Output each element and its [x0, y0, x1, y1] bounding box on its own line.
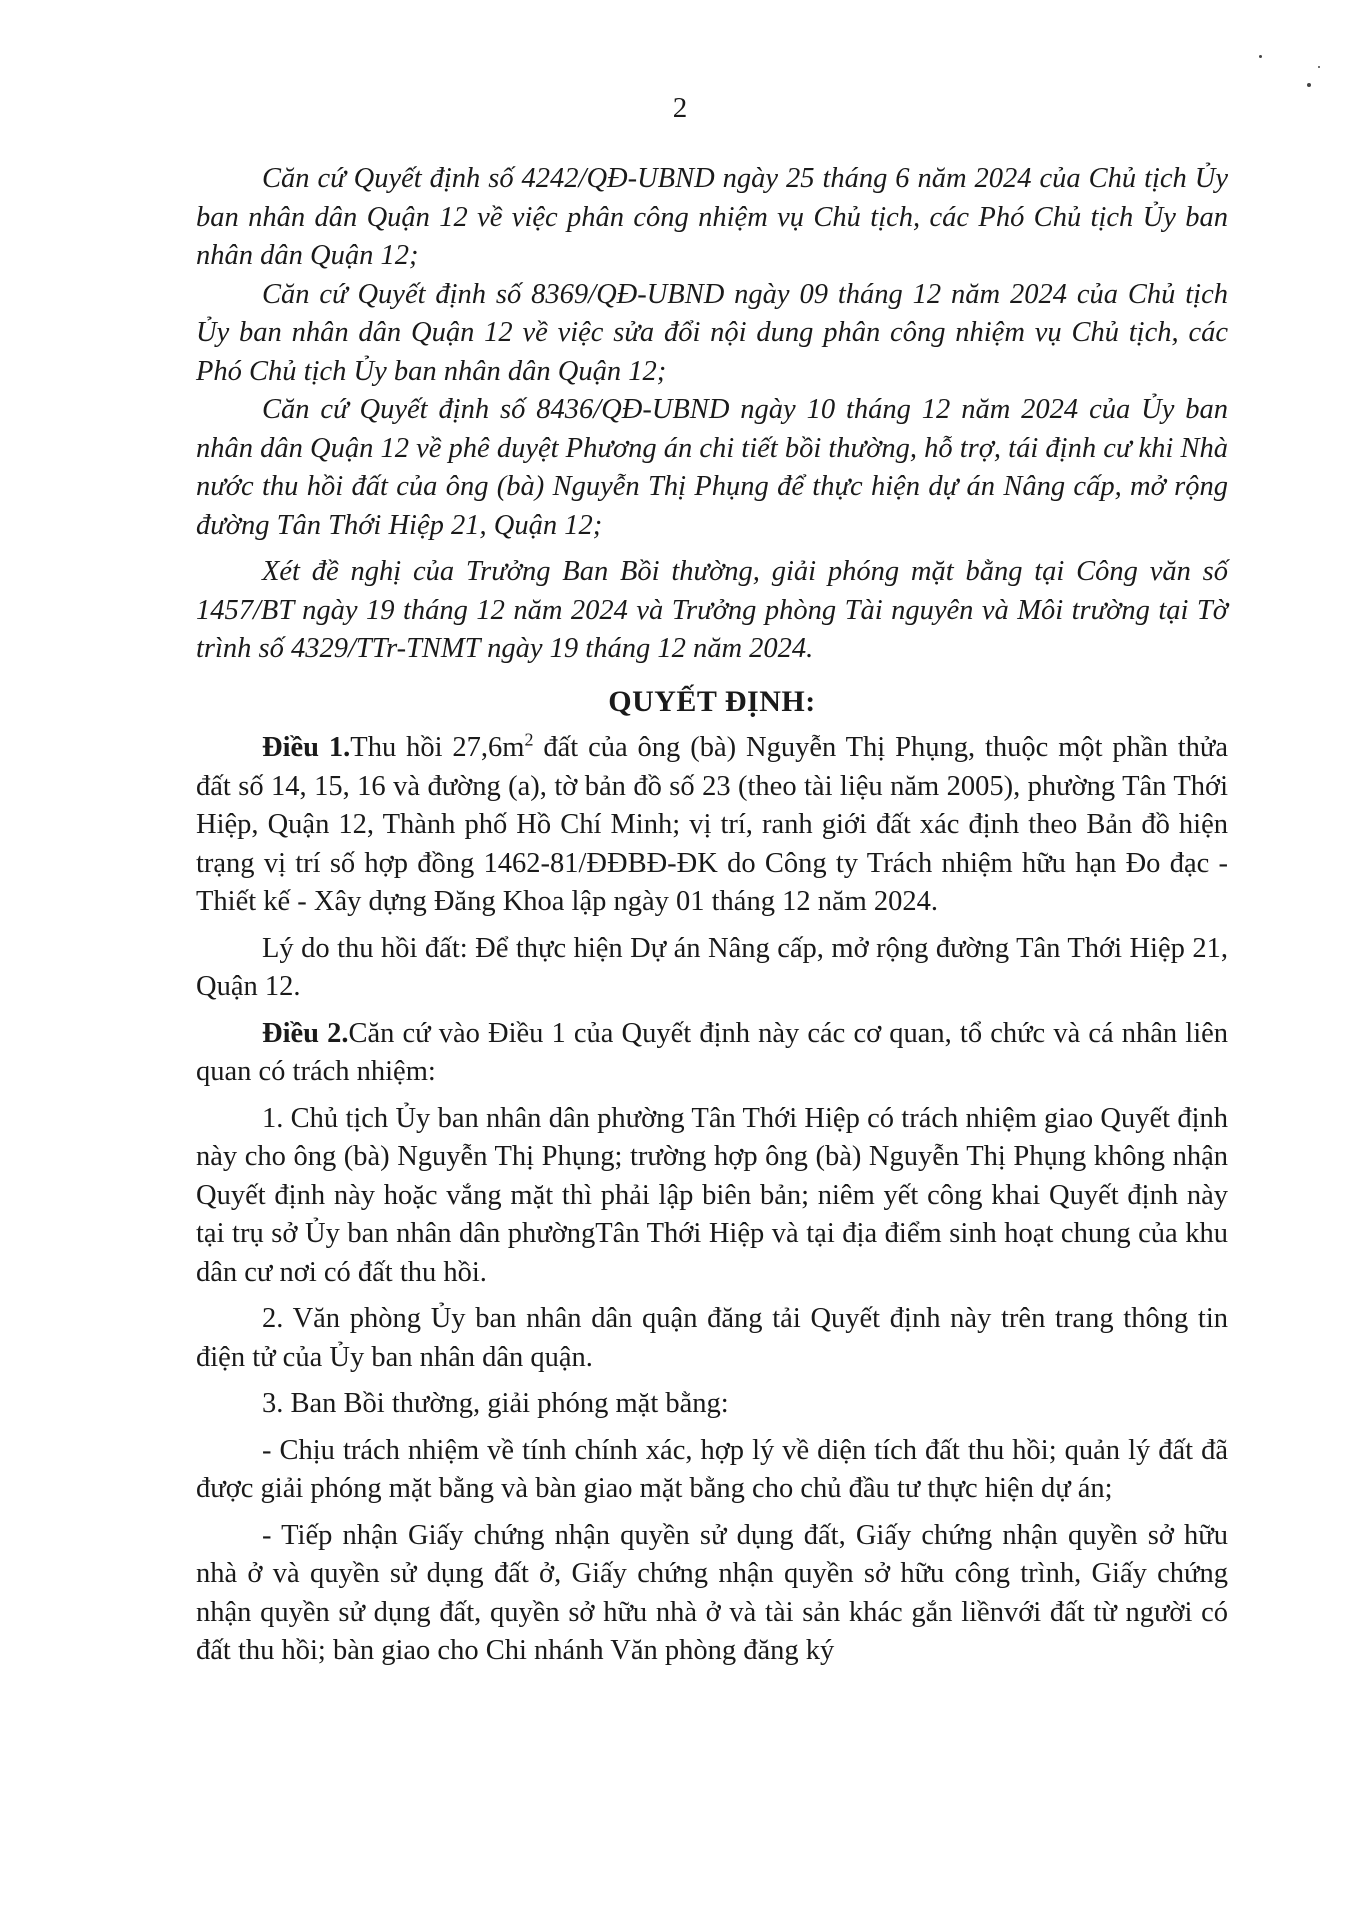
article-1-reason: Lý do thu hồi đất: Để thực hiện Dự án Nâng cấp, mở rộng đường Tân Thới Hiệp 21, Quận 12. — [196, 932, 1228, 1002]
page-number: 2 — [672, 92, 688, 124]
decision-heading: QUYẾT ĐỊNH: — [608, 684, 816, 718]
article-2-item: - Tiếp nhận Giấy chứng nhận quyền sử dụng đất, Giấy chứng nhận quyền sở hữu nhà ở và quyền sử dụng đất ở, Giấy chứng nhận quyền sở hữu công trình, Giấy chứng nhận quyền sử dụng đất, quyền sở hữu nhà ở và tài sản khác gắn liềnvới đất từ người có đất thu hồi; bàn giao cho Chi nhánh Văn phòng đăng ký — [196, 1519, 1228, 1666]
preamble-paragraph: Căn cứ Quyết định số 4242/QĐ-UBND ngày 25 tháng 6 năm 2024 của Chủ tịch Ủy ban nhân dân Quận 12 về việc phân công nhiệm vụ Chủ tịch, các Phó Chủ tịch Ủy ban nhân dân Quận 12; — [196, 163, 1228, 271]
preamble-paragraph: Căn cứ Quyết định số 8436/QĐ-UBND ngày 10 tháng 12 năm 2024 của Ủy ban nhân dân Quận 12 về phê duyệt Phương án chi tiết bồi thường, hỗ trợ, tái định cư khi Nhà nước thu hồi đất của ông (bà) Nguyễn Thị Phụng để thực hiện dự án Nâng cấp, mở rộng đường Tân Thới Hiệp 21, Quận 12; — [196, 394, 1228, 541]
article-2-item: - Chịu trách nhiệm về tính chính xác, hợp lý về diện tích đất thu hồi; quản lý đất đã được giải phóng mặt bằng và bàn giao mặt bằng cho chủ đầu tư thực hiện dự án; — [196, 1434, 1228, 1504]
article-1-text: Thu hồi 27,6m — [350, 732, 525, 763]
article-1 — [196, 729, 1228, 922]
article-2 — [196, 1015, 1228, 1092]
area-unit-superscript: 2 — [524, 729, 534, 750]
article-2-text: Căn cứ vào Điều 1 của Quyết định này các cơ quan, tổ chức và cá nhân liên quan có trách nhiệm: — [196, 1017, 1229, 1087]
article-2-item: 1. Chủ tịch Ủy ban nhân dân phường Tân Thới Hiệp có trách nhiệm giao Quyết định này cho ông (bà) Nguyễn Thị Phụng; trường hợp ông (bà) Nguyễn Thị Phụng không nhận Quyết định này hoặc vắng mặt thì phải lập biên bản; niêm yết công khai Quyết định này tại trụ sở Ủy ban nhân dân phườngTân Thới Hiệp và tại địa điểm sinh hoạt chung của khu dân cư nơi có đất thu hồi. — [196, 1102, 1228, 1288]
article-1-label: Điều 1. — [262, 732, 351, 763]
preamble-paragraph: Xét đề nghị của Trưởng Ban Bồi thường, giải phóng mặt bằng tại Công văn số 1457/BT ngày 19 tháng 12 năm 2024 và Trưởng phòng Tài nguyên và Môi trường tại Tờ trình số 4329/TTr-TNMT ngày 19 tháng 12 năm 2024. — [196, 556, 1228, 664]
article-2-label: Điều 2. — [262, 1017, 349, 1049]
document-body — [196, 160, 1228, 1671]
article-2-item: 2. Văn phòng Ủy ban nhân dân quận đăng tải Quyết định này trên trang thông tin điện tử của Ủy ban nhân dân quận. — [196, 1303, 1228, 1373]
scan-speck — [1318, 66, 1320, 68]
scan-speck — [1259, 55, 1262, 58]
scan-speck — [1307, 83, 1311, 87]
preamble-paragraph: Căn cứ Quyết định số 8369/QĐ-UBND ngày 09 tháng 12 năm 2024 của Chủ tịch Ủy ban nhân dân Quận 12 về việc sửa đổi nội dung phân công nhiệm vụ Chủ tịch, các Phó Chủ tịch Ủy ban nhân dân Quận 12; — [196, 278, 1228, 387]
article-1-text-cont: đất của ông (bà) Nguyễn Thị Phụng, thuộc một phần thửa đất số 14, 15, 16 và đường (a), tờ bản đồ số 23 (theo tài liệu năm 2005), phường Tân Thới Hiệp, Quận 12, Thành phố Hồ Chí Minh; vị trí, ranh giới đất xác định theo Bản đồ hiện trạng vị trí số hợp đồng 1462-81/ĐĐBĐ-ĐK do Công ty Trách nhiệm hữu hạn Đo đạc - Thiết kế - Xây dựng Đăng Khoa lập ngày 01 tháng 12 năm 2024. — [196, 732, 1228, 917]
article-2-item: 3. Ban Bồi thường, giải phóng mặt bằng: — [262, 1388, 729, 1419]
